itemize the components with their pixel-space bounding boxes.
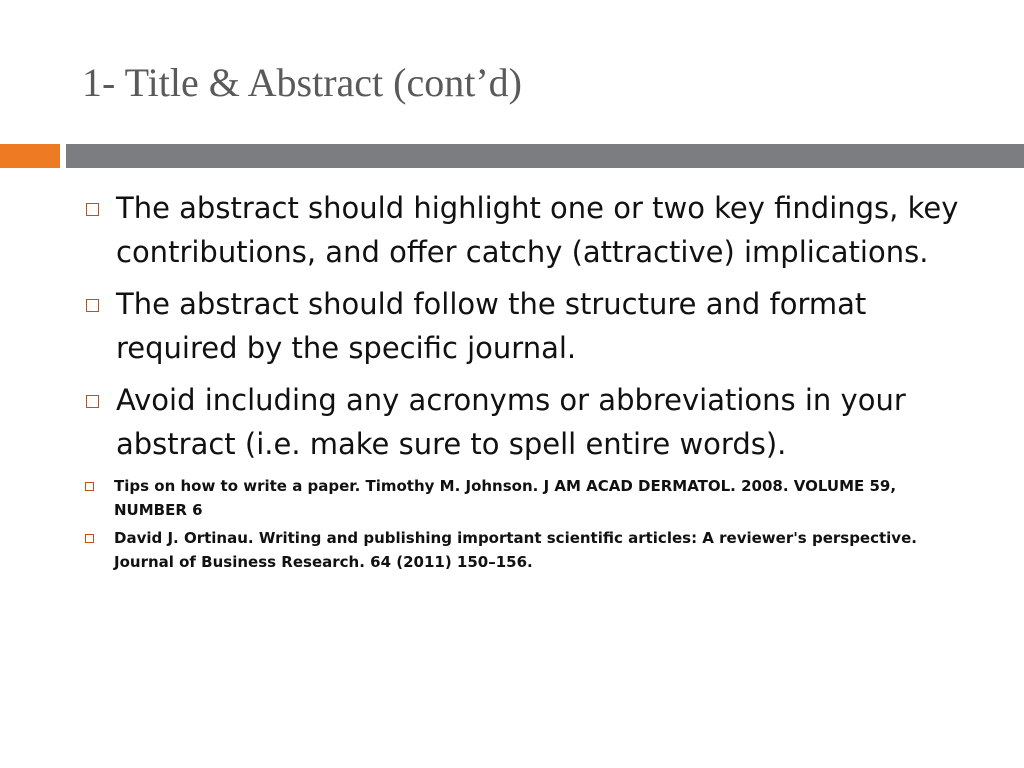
reference-item (80, 474, 970, 522)
reference-text: David J. Ortinau. Writing and publishing important scientific articles: A reviewer's perspective. Journal of Business Research. 64 (2011) 150–156. (114, 529, 917, 571)
bullet-text: The abstract should follow the structure and format required by the specific journal. (116, 287, 867, 365)
square-bullet-icon (86, 299, 99, 312)
bullet-item (80, 186, 970, 274)
title-divider-bar (66, 144, 1024, 168)
square-bullet-icon (85, 482, 94, 491)
references-list (80, 474, 970, 574)
square-bullet-icon (86, 395, 99, 408)
square-bullet-icon (85, 534, 94, 543)
bullet-text: Avoid including any acronyms or abbreviations in your abstract (i.e. make sure to spell entire words). (116, 383, 906, 461)
reference-text: Tips on how to write a paper. Timothy M. Johnson. J AM ACAD DERMATOL. 2008. VOLUME 59, NUMBER 6 (114, 477, 897, 519)
bullet-item (80, 282, 970, 370)
square-bullet-icon (86, 203, 99, 216)
slide-title: 1- Title & Abstract (cont’d) (82, 60, 522, 105)
title-accent-bar (0, 144, 60, 168)
bullet-text: The abstract should highlight one or two key findings, key contributions, and offer catchy (attractive) implications. (116, 191, 959, 269)
slide-body (80, 186, 970, 578)
reference-item (80, 526, 970, 574)
bullet-item (80, 378, 970, 466)
